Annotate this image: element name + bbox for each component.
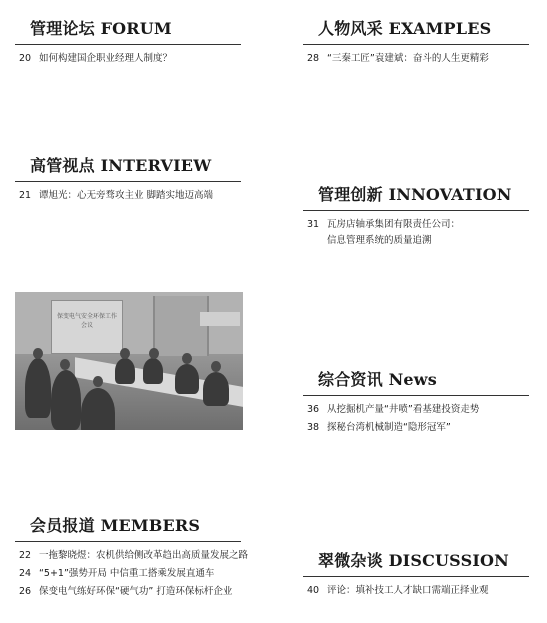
section-title: 人物风采 EXAMPLES [303,18,529,45]
section-innovation [303,184,529,249]
section-title: 高管视点 INTERVIEW [15,155,241,182]
section-forum [15,18,241,67]
page-number: 38 [307,422,320,433]
page-number: 24 [19,568,32,579]
section-examples [303,18,529,67]
entry-title: “三秦工匠”袁建斌：奋斗的人生更精彩 [327,53,489,64]
entry-title: 评论：填补技工人才缺口需端正择业观 [327,585,489,596]
page-number: 40 [307,585,320,596]
section-discussion [303,550,529,599]
toc-entry[interactable] [15,51,241,67]
toc-entry[interactable] [15,548,249,564]
entry-title: 从挖掘机产量“井喷”看基建投资走势 [327,404,480,415]
entry-title: 如何构建国企职业经理人制度？ [39,53,173,64]
entry-title: 保变电气练好环保“硬气功” 打造环保标杆企业 [39,586,233,597]
entry-title: 谭旭光：心无旁骛攻主业 脚踏实地迈高端 [39,190,214,201]
toc-entry[interactable] [15,188,241,204]
toc-entry[interactable] [303,217,529,233]
screen-text: 保变电气安全环保工作会议 [57,313,118,329]
toc-entry[interactable] [303,583,529,599]
section-title: 综合资讯 News [303,369,529,396]
entry-title: 瓦房店轴承集团有限责任公司： [327,219,461,230]
section-title: 管理论坛 FORUM [15,18,241,45]
page-number: 28 [307,53,320,64]
entry-title: 一拖黎晓煜：农机供给侧改革趋出高质量发展之路 [39,550,249,561]
meeting-photo [15,292,243,430]
section-interview [15,155,241,204]
toc-entry[interactable] [303,402,529,418]
section-title: 翠微杂谈 DISCUSSION [303,550,529,577]
page-number: 26 [19,586,32,597]
entry-title: 探秘台湾机械制造“隐形冠军” [327,422,451,433]
toc-entry[interactable] [303,51,529,67]
page-number: 36 [307,404,320,415]
entry-title: “5+1”强势开局 中信重工搭乘发展直通车 [39,568,215,579]
section-title: 管理创新 INNOVATION [303,184,529,211]
toc-entry[interactable] [15,584,241,600]
toc-entry[interactable] [303,420,529,436]
toc-entry[interactable] [15,566,241,582]
section-title: 会员报道 MEMBERS [15,515,241,542]
page-number: 21 [19,190,32,201]
page-number: 20 [19,53,32,64]
section-members [15,515,249,600]
entry-title-continued: 信息管理系统的质量追溯 [327,235,432,246]
section-news [303,369,529,436]
page-number: 31 [307,219,320,230]
page-number: 22 [19,550,32,561]
